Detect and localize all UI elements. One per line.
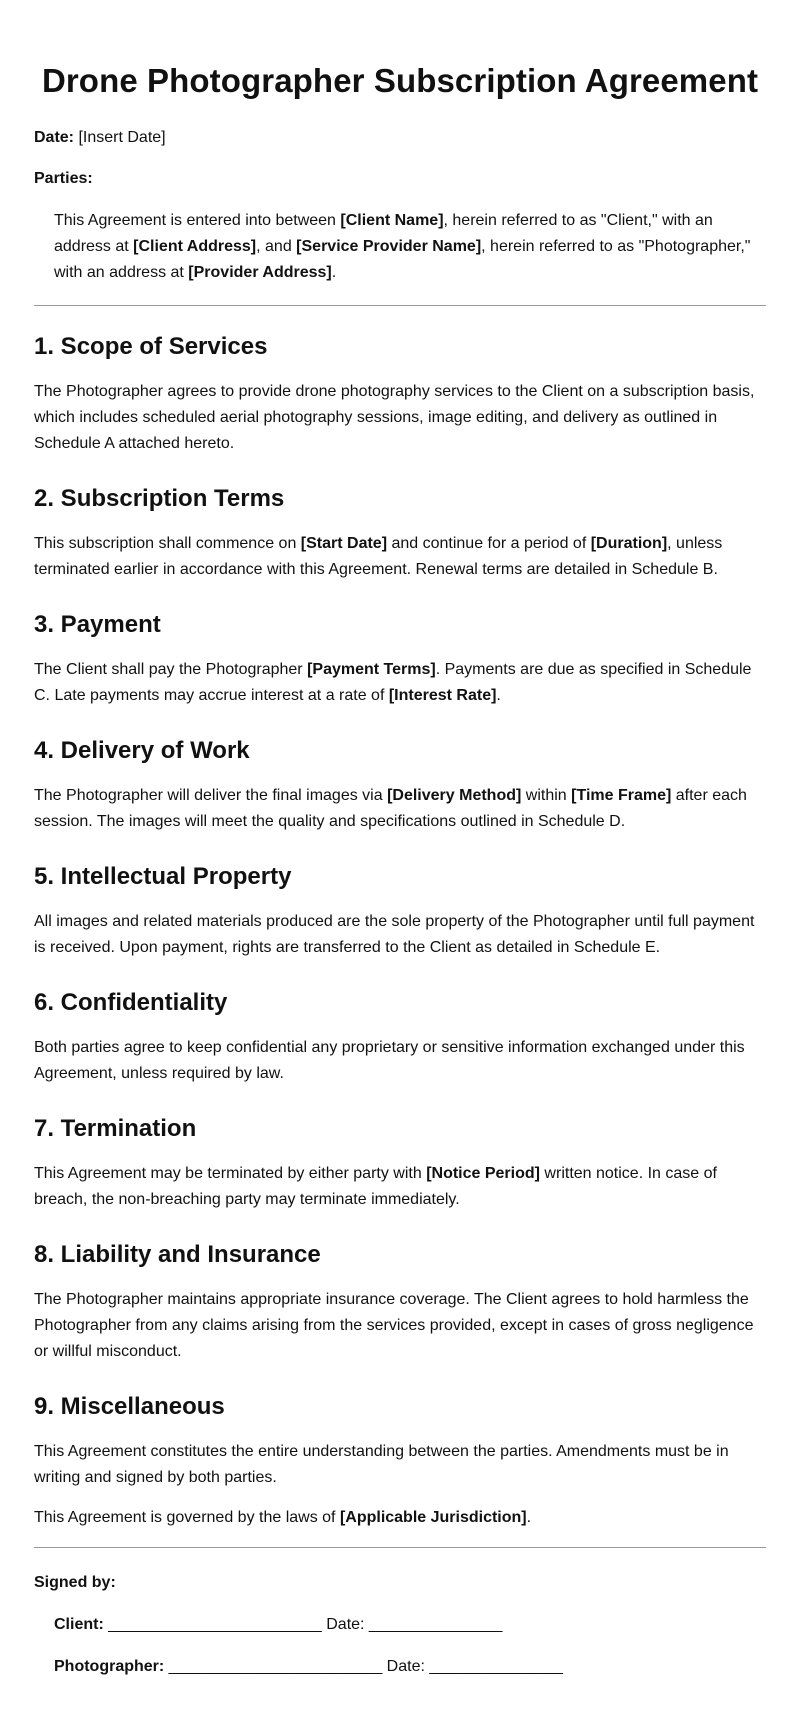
parties-paragraph — [34, 208, 766, 286]
section-scope — [34, 332, 766, 457]
section-body — [34, 783, 766, 835]
body-text: written notice. In case of breach, the non-breaching party may terminate immediately. — [34, 1165, 717, 1208]
parties-text: , herein referred to as "Client," with an address at — [54, 212, 713, 255]
duration-placeholder: [Duration] — [590, 535, 668, 552]
notice-period-placeholder: [Notice Period] — [426, 1165, 540, 1182]
interest-rate-placeholder: [Interest Rate] — [388, 687, 497, 704]
time-frame-placeholder: [Time Frame] — [571, 787, 672, 804]
section-heading: 6. Confidentiality — [34, 989, 228, 1016]
photographer-signature-label: Photographer: — [54, 1658, 165, 1675]
section-heading: 4. Delivery of Work — [34, 737, 250, 764]
body-text: after each session. The images will meet the quality and specifications outlined in Schedule D. — [34, 787, 747, 830]
section-heading: 3. Payment — [34, 611, 161, 638]
body-text: and continue for a period of — [387, 535, 591, 552]
section-heading: 8. Liability and Insurance — [34, 1241, 321, 1268]
payment-terms-placeholder: [Payment Terms] — [307, 661, 436, 678]
section-confidentiality — [34, 988, 766, 1087]
section-miscellaneous — [34, 1392, 766, 1531]
section-heading: 5. Intellectual Property — [34, 863, 292, 890]
parties-label: Parties: — [34, 170, 93, 187]
divider — [34, 1547, 766, 1548]
date-line — [34, 125, 766, 151]
section-heading: 1. Scope of Services — [34, 333, 268, 360]
section-termination — [34, 1114, 766, 1213]
document-title: Drone Photographer Subscription Agreement — [41, 62, 759, 99]
start-date-placeholder: [Start Date] — [300, 535, 388, 552]
section-body — [34, 1161, 766, 1213]
body-text: . Payments are due as specified in Schedule C. Late payments may accrue interest at a rate of — [34, 661, 752, 704]
jurisdiction-placeholder: [Applicable Jurisdiction] — [339, 1509, 527, 1526]
section-body: This Agreement constitutes the entire understanding between the parties. Amendments must be in writing and signed by both parties. — [34, 1443, 729, 1486]
photographer-signature-blanks: ________________________ Date: _______________ — [164, 1658, 563, 1675]
section-heading: 2. Subscription Terms — [34, 485, 285, 512]
governing-law — [34, 1505, 766, 1531]
parties-text: , and — [256, 238, 297, 255]
body-text: The Client shall pay the Photographer — [34, 661, 308, 678]
body-text: , unless terminated earlier in accordance with this Agreement. Renewal terms are detailed in Schedule B. — [34, 535, 723, 578]
section-body: All images and related materials produced are the sole property of the Photographer until full payment is received. Upon payment, rights are transferred to the Client as detailed in Schedule E. — [34, 913, 755, 956]
section-heading: 9. Miscellaneous — [34, 1393, 225, 1420]
body-text: This subscription shall commence on — [34, 535, 301, 552]
body-text: within — [521, 787, 572, 804]
delivery-method-placeholder: [Delivery Method] — [387, 787, 522, 804]
section-subscription-terms — [34, 484, 766, 583]
section-delivery — [34, 736, 766, 835]
section-liability — [34, 1240, 766, 1365]
provider-name-placeholder: [Service Provider Name] — [296, 238, 482, 255]
photographer-signature-line — [34, 1654, 766, 1680]
section-body: The Photographer maintains appropriate insurance coverage. The Client agrees to hold harmless the Photographer from any claims arising from the services provided, except in cases of gross negligence or willful misconduct. — [34, 1291, 754, 1360]
section-body — [34, 531, 766, 583]
parties-text: This Agreement is entered into between — [54, 212, 341, 229]
signed-by-label: Signed by: — [34, 1574, 116, 1591]
body-text: The Photographer will deliver the final images via — [34, 787, 388, 804]
provider-address-placeholder: [Provider Address] — [188, 264, 332, 281]
section-payment — [34, 610, 766, 709]
parties-text: , herein referred to as "Photographer," with an address at — [54, 238, 751, 281]
divider — [34, 305, 766, 306]
body-text: . — [526, 1509, 532, 1526]
section-body: The Photographer agrees to provide drone photography services to the Client on a subscription basis, which includes scheduled aerial photography sessions, image editing, and delivery as outlined in Schedule A attached hereto. — [34, 383, 755, 452]
client-signature-line — [34, 1612, 766, 1638]
section-intellectual-property — [34, 862, 766, 961]
section-body — [34, 657, 766, 709]
body-text: This Agreement is governed by the laws of — [34, 1509, 340, 1526]
section-body: Both parties agree to keep confidential any proprietary or sensitive information exchanged under this Agreement, unless required by law. — [34, 1039, 745, 1082]
client-name-placeholder: [Client Name] — [340, 212, 444, 229]
body-text: This Agreement may be terminated by either party with — [34, 1165, 427, 1182]
date-value: [Insert Date] — [74, 129, 166, 146]
client-signature-blanks: ________________________ Date: _______________ — [103, 1616, 503, 1633]
date-label: Date: — [34, 129, 75, 146]
parties-text: . — [331, 264, 337, 281]
body-text: . — [496, 687, 501, 704]
client-signature-label: Client: — [54, 1616, 104, 1633]
client-address-placeholder: [Client Address] — [133, 238, 257, 255]
section-heading: 7. Termination — [34, 1115, 197, 1142]
